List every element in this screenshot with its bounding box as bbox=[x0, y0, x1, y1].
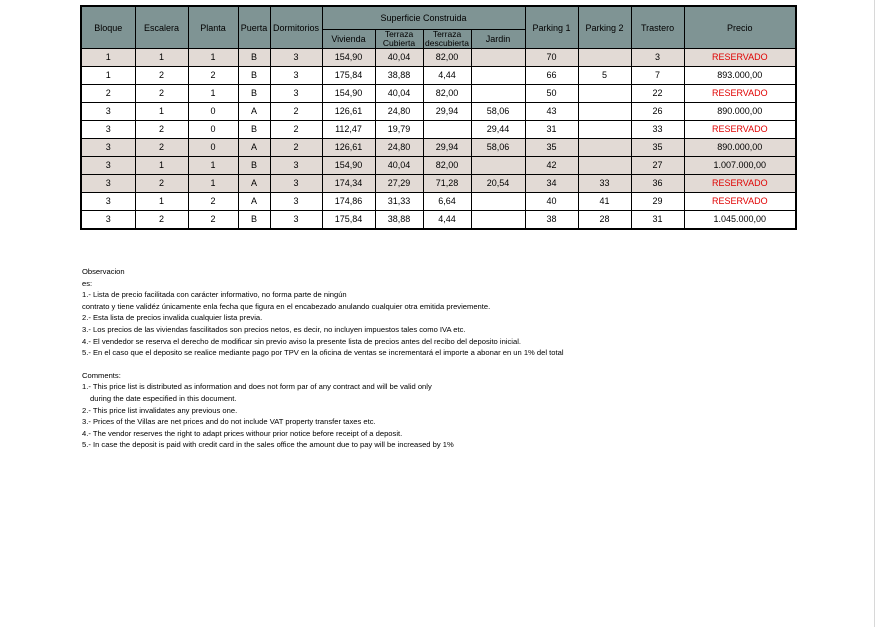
cell-jardin: 58,06 bbox=[471, 139, 525, 157]
header-dormitorios: Dormitorios bbox=[270, 6, 322, 49]
table-row bbox=[81, 103, 796, 121]
cell-trastero: 36 bbox=[631, 175, 684, 193]
table-row bbox=[81, 85, 796, 103]
cell-precio: 1.007.000,00 bbox=[684, 157, 796, 175]
notes-gap bbox=[82, 359, 782, 370]
cell-puerta: B bbox=[238, 121, 270, 139]
cell-dormitorios: 2 bbox=[270, 139, 322, 157]
cell-jardin: 29,44 bbox=[471, 121, 525, 139]
cell-planta: 1 bbox=[188, 49, 238, 67]
table-row bbox=[81, 211, 796, 230]
cell-trastero: 26 bbox=[631, 103, 684, 121]
cell-puerta: B bbox=[238, 157, 270, 175]
observacion-line: contrato y tiene validéz únicamente enla fecha que figura en el encabezado anulando cualquier otra emitida previemente. bbox=[82, 301, 491, 311]
cell-parking2 bbox=[578, 157, 631, 175]
cell-terraza-cubierta: 24,80 bbox=[375, 103, 423, 121]
header-puerta: Puerta bbox=[238, 6, 270, 49]
cell-trastero: 35 bbox=[631, 139, 684, 157]
cell-planta: 1 bbox=[188, 175, 238, 193]
header-terraza-cubierta: Terraza Cubierta bbox=[375, 30, 423, 49]
cell-parking1: 66 bbox=[525, 67, 578, 85]
table-row bbox=[81, 49, 796, 67]
cell-precio: RESERVADO bbox=[684, 49, 796, 67]
cell-bloque: 3 bbox=[81, 139, 135, 157]
cell-escalera: 2 bbox=[135, 85, 188, 103]
cell-dormitorios: 3 bbox=[270, 175, 322, 193]
cell-terraza-descubierta: 82,00 bbox=[423, 157, 471, 175]
cell-vivienda: 112,47 bbox=[322, 121, 375, 139]
cell-jardin bbox=[471, 193, 525, 211]
cell-vivienda: 126,61 bbox=[322, 139, 375, 157]
cell-parking1: 31 bbox=[525, 121, 578, 139]
table-row bbox=[81, 67, 796, 85]
cell-escalera: 2 bbox=[135, 139, 188, 157]
cell-puerta: A bbox=[238, 103, 270, 121]
cell-parking1: 38 bbox=[525, 211, 578, 230]
cell-planta: 0 bbox=[188, 103, 238, 121]
cell-parking1: 43 bbox=[525, 103, 578, 121]
cell-vivienda: 126,61 bbox=[322, 103, 375, 121]
cell-precio: 893.000,00 bbox=[684, 67, 796, 85]
cell-precio: 890.000,00 bbox=[684, 139, 796, 157]
cell-escalera: 2 bbox=[135, 67, 188, 85]
cell-planta: 1 bbox=[188, 85, 238, 103]
cell-dormitorios: 3 bbox=[270, 157, 322, 175]
cell-precio: 1.045.000,00 bbox=[684, 211, 796, 230]
observacion-line: 5.- En el caso que el deposito se realice mediante pago por TPV en la oficina de ventas se incrementará el importe a abonar en un 1% del total bbox=[82, 348, 564, 358]
cell-precio: RESERVADO bbox=[684, 121, 796, 139]
header-vivienda: Vivienda bbox=[322, 30, 375, 49]
cell-parking2 bbox=[578, 49, 631, 67]
cell-terraza-descubierta: 71,28 bbox=[423, 175, 471, 193]
cell-terraza-descubierta: 29,94 bbox=[423, 103, 471, 121]
cell-jardin bbox=[471, 211, 525, 230]
cell-terraza-descubierta: 82,00 bbox=[423, 85, 471, 103]
cell-puerta: A bbox=[238, 175, 270, 193]
table-row bbox=[81, 157, 796, 175]
cell-bloque: 3 bbox=[81, 175, 135, 193]
table-row bbox=[81, 193, 796, 211]
comment-line: 2.- This price list invalidates any previous one. bbox=[82, 405, 238, 415]
cell-escalera: 2 bbox=[135, 211, 188, 230]
cell-bloque: 3 bbox=[81, 211, 135, 230]
table-row bbox=[81, 139, 796, 157]
cell-terraza-cubierta: 40,04 bbox=[375, 157, 423, 175]
cell-bloque: 1 bbox=[81, 49, 135, 67]
comment-line: 4.- The vendor reserves the right to adapt prices withour prior notice before receipt of a deposit. bbox=[82, 428, 403, 438]
cell-trastero: 7 bbox=[631, 67, 684, 85]
observacion-line: 2.- Esta lista de precios invalida cualquier lista previa. bbox=[82, 313, 263, 323]
cell-escalera: 2 bbox=[135, 121, 188, 139]
cell-terraza-descubierta: 4,44 bbox=[423, 67, 471, 85]
cell-vivienda: 174,34 bbox=[322, 175, 375, 193]
cell-trastero: 33 bbox=[631, 121, 684, 139]
cell-terraza-descubierta: 29,94 bbox=[423, 139, 471, 157]
cell-jardin: 20,54 bbox=[471, 175, 525, 193]
comment-line: 1.- This price list is distributed as information and does not form par of any contract and will be valid only bbox=[82, 382, 432, 392]
cell-dormitorios: 3 bbox=[270, 85, 322, 103]
table-row bbox=[81, 121, 796, 139]
cell-bloque: 1 bbox=[81, 67, 135, 85]
cell-parking1: 40 bbox=[525, 193, 578, 211]
cell-escalera: 1 bbox=[135, 103, 188, 121]
cell-dormitorios: 3 bbox=[270, 211, 322, 230]
observacion-line: 1.- Lista de precio facilitada con carácter informativo, no forma parte de ningún bbox=[82, 290, 347, 300]
cell-terraza-cubierta: 27,29 bbox=[375, 175, 423, 193]
table-body bbox=[81, 49, 796, 230]
cell-vivienda: 175,84 bbox=[322, 211, 375, 230]
cell-puerta: B bbox=[238, 85, 270, 103]
cell-terraza-cubierta: 24,80 bbox=[375, 139, 423, 157]
cell-precio: RESERVADO bbox=[684, 85, 796, 103]
cell-planta: 2 bbox=[188, 211, 238, 230]
notes-section bbox=[82, 266, 782, 451]
cell-trastero: 27 bbox=[631, 157, 684, 175]
cell-planta: 1 bbox=[188, 157, 238, 175]
observaciones-title-1: Observacion bbox=[82, 267, 125, 276]
cell-dormitorios: 3 bbox=[270, 193, 322, 211]
cell-vivienda: 174,86 bbox=[322, 193, 375, 211]
cell-vivienda: 154,90 bbox=[322, 157, 375, 175]
cell-bloque: 3 bbox=[81, 121, 135, 139]
header-jardin: Jardin bbox=[471, 30, 525, 49]
cell-terraza-cubierta: 40,04 bbox=[375, 85, 423, 103]
cell-jardin bbox=[471, 85, 525, 103]
header-bloque: Bloque bbox=[81, 6, 135, 49]
cell-precio: 890.000,00 bbox=[684, 103, 796, 121]
cell-parking1: 42 bbox=[525, 157, 578, 175]
comment-line: 5.- In case the deposit is paid with credit card in the sales office the amount due to pay will be increased by 1% bbox=[82, 440, 454, 450]
cell-escalera: 1 bbox=[135, 49, 188, 67]
cell-trastero: 22 bbox=[631, 85, 684, 103]
observaciones-title-2: es: bbox=[82, 278, 93, 288]
header-planta: Planta bbox=[188, 6, 238, 49]
cell-escalera: 1 bbox=[135, 157, 188, 175]
cell-parking2: 5 bbox=[578, 67, 631, 85]
cell-vivienda: 154,90 bbox=[322, 85, 375, 103]
header-terraza-descubierta: Terraza descubierta bbox=[423, 30, 471, 49]
header-precio: Precio bbox=[684, 6, 796, 49]
cell-parking2 bbox=[578, 139, 631, 157]
cell-terraza-cubierta: 31,33 bbox=[375, 193, 423, 211]
cell-dormitorios: 2 bbox=[270, 103, 322, 121]
cell-planta: 2 bbox=[188, 193, 238, 211]
cell-terraza-descubierta: 4,44 bbox=[423, 211, 471, 230]
page-edge bbox=[874, 0, 875, 627]
cell-trastero: 29 bbox=[631, 193, 684, 211]
cell-puerta: B bbox=[238, 67, 270, 85]
cell-trastero: 31 bbox=[631, 211, 684, 230]
cell-planta: 0 bbox=[188, 121, 238, 139]
header-trastero: Trastero bbox=[631, 6, 684, 49]
cell-parking2 bbox=[578, 103, 631, 121]
cell-parking1: 50 bbox=[525, 85, 578, 103]
cell-vivienda: 154,90 bbox=[322, 49, 375, 67]
cell-dormitorios: 3 bbox=[270, 67, 322, 85]
cell-planta: 0 bbox=[188, 139, 238, 157]
cell-escalera: 2 bbox=[135, 175, 188, 193]
comment-line: during the date especified in this document. bbox=[90, 393, 237, 403]
cell-parking2 bbox=[578, 85, 631, 103]
cell-puerta: A bbox=[238, 139, 270, 157]
cell-dormitorios: 2 bbox=[270, 121, 322, 139]
cell-puerta: A bbox=[238, 193, 270, 211]
cell-terraza-cubierta: 19,79 bbox=[375, 121, 423, 139]
cell-parking1: 70 bbox=[525, 49, 578, 67]
header-parking1: Parking 1 bbox=[525, 6, 578, 49]
cell-bloque: 3 bbox=[81, 103, 135, 121]
cell-terraza-descubierta: 6,64 bbox=[423, 193, 471, 211]
cell-puerta: B bbox=[238, 49, 270, 67]
cell-parking2: 28 bbox=[578, 211, 631, 230]
cell-parking1: 35 bbox=[525, 139, 578, 157]
cell-parking2: 41 bbox=[578, 193, 631, 211]
cell-escalera: 1 bbox=[135, 193, 188, 211]
header-escalera: Escalera bbox=[135, 6, 188, 49]
cell-precio: RESERVADO bbox=[684, 175, 796, 193]
cell-planta: 2 bbox=[188, 67, 238, 85]
header-parking2: Parking 2 bbox=[578, 6, 631, 49]
cell-terraza-cubierta: 38,88 bbox=[375, 67, 423, 85]
observacion-line: 3.- Los precios de las viviendas fascilitados son precios netos, es decir, no incluyen impuestos tales como IVA etc. bbox=[82, 324, 466, 334]
cell-terraza-descubierta bbox=[423, 121, 471, 139]
cell-jardin bbox=[471, 49, 525, 67]
cell-bloque: 3 bbox=[81, 157, 135, 175]
cell-parking1: 34 bbox=[525, 175, 578, 193]
cell-jardin bbox=[471, 67, 525, 85]
cell-precio: RESERVADO bbox=[684, 193, 796, 211]
header-superficie: Superficie Construida bbox=[322, 6, 525, 30]
cell-parking2: 33 bbox=[578, 175, 631, 193]
cell-terraza-descubierta: 82,00 bbox=[423, 49, 471, 67]
cell-vivienda: 175,84 bbox=[322, 67, 375, 85]
cell-bloque: 3 bbox=[81, 193, 135, 211]
cell-terraza-cubierta: 38,88 bbox=[375, 211, 423, 230]
cell-puerta: B bbox=[238, 211, 270, 230]
cell-bloque: 2 bbox=[81, 85, 135, 103]
observacion-line: 4.- El vendedor se reserva el derecho de modificar sin previo aviso la presente lista de precios antes del recibo del deposito inicial. bbox=[82, 336, 521, 346]
cell-dormitorios: 3 bbox=[270, 49, 322, 67]
cell-jardin bbox=[471, 157, 525, 175]
cell-parking2 bbox=[578, 121, 631, 139]
price-table bbox=[80, 5, 797, 230]
comment-line: 3.- Prices of the Villas are net prices and do not include VAT property transfer taxes etc. bbox=[82, 417, 376, 427]
table-row bbox=[81, 175, 796, 193]
comments-title: Comments: bbox=[82, 370, 121, 380]
cell-trastero: 3 bbox=[631, 49, 684, 67]
cell-terraza-cubierta: 40,04 bbox=[375, 49, 423, 67]
cell-jardin: 58,06 bbox=[471, 103, 525, 121]
